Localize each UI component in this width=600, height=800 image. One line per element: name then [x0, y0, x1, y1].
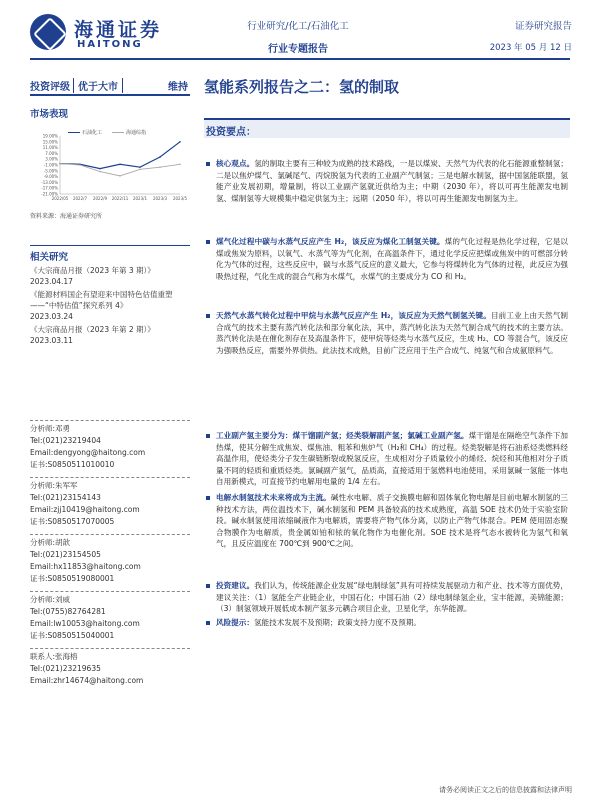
point-heading: 投资建议。: [216, 581, 255, 590]
point-natural-gas: [206, 310, 568, 356]
logo-english: HAITONG: [77, 39, 143, 50]
chart-y-tick-label: -17.00%: [41, 185, 58, 191]
chart-x-tick-label: 2023/3: [152, 196, 168, 201]
related-link[interactable]: 《能源材料国企有望迎来中国特色估值重塑——“中特估值”探究系列 4》: [30, 290, 173, 310]
chart-legend: [68, 129, 146, 136]
point-heading: 风险提示：: [216, 618, 254, 627]
chart-point: [159, 156, 161, 158]
legend-swatch-icon: [112, 132, 124, 133]
related-list: [30, 265, 190, 346]
chart-x-tick-label: 2023/5: [172, 196, 188, 201]
chart-point: [119, 163, 121, 165]
point-electrolysis: [206, 492, 568, 550]
contact-tel: Tel:(021)23219635: [30, 664, 101, 673]
chart-y-tick-label: 11.00%: [42, 145, 58, 151]
related-date: 2023.04.17: [30, 277, 73, 286]
analyst-card: [30, 591, 190, 642]
analyst-name: 分析师:刘威: [30, 591, 190, 606]
legend-swatch-icon: [68, 132, 80, 133]
analyst-email[interactable]: Email:hx11853@haitong.com: [30, 562, 141, 571]
chart-y-tick-label: -13.00%: [41, 179, 58, 185]
rating-value: 优于大市: [74, 78, 123, 93]
point-industrial-byproduct: [206, 430, 568, 488]
analyst-tel: Tel:(021)23154143: [30, 493, 101, 502]
chart-point: [59, 163, 61, 165]
chart-point: [139, 166, 141, 168]
related-link[interactable]: 《大宗商品月报（2023 年第 2 期）》: [30, 325, 155, 334]
bullet-square-icon: [206, 621, 210, 625]
analyst-email[interactable]: Email:zjj10419@haitong.com: [30, 505, 140, 514]
chart-y-tick-label: 3.00%: [45, 156, 58, 162]
bullet-square-icon: [206, 314, 210, 318]
left-column: [30, 106, 190, 346]
analyst-tel: Tel:(0755)82764281: [30, 607, 106, 616]
contact-name: 联系人:张海榕: [30, 648, 190, 663]
point-heading: 工业副产氢主要分为：煤干馏副产氢；烃类裂解副产氢；氯碱工业副产氢。: [216, 431, 469, 440]
market-chart: [30, 128, 190, 208]
point-heading: 电解水制氢技术未来将成为主流。: [216, 493, 331, 502]
analyst-card: [30, 477, 190, 528]
contact-email[interactable]: Email:zhr14674@haitong.com: [30, 676, 144, 685]
point-heading: 煤气化过程中碳与水蒸气反应产生 H₂，该反应为煤化工制氢关键。: [216, 237, 445, 246]
legend-item-index: [112, 129, 146, 136]
chart-x-tick-label: 2022/9: [92, 196, 108, 201]
analyst-card: [30, 420, 190, 471]
chart-point: [179, 141, 181, 143]
report-category: 行业研究/化工/石油化工: [247, 21, 349, 32]
analyst-name: 分析师:胡歆: [30, 534, 190, 549]
report-title: 氢能系列报告之二：氢的制取: [204, 78, 400, 96]
analyst-name: 分析师:朱军军: [30, 477, 190, 492]
related-title: 相关研究: [30, 245, 190, 263]
logo-chinese: 海通证券: [74, 19, 163, 41]
chart-y-tick-label: -21.00%: [41, 191, 58, 197]
bullet-square-icon: [206, 496, 210, 500]
analyst-list: [30, 420, 190, 693]
analyst-card: [30, 534, 190, 585]
chart-y-tick-label: 7.00%: [45, 150, 58, 156]
chart-x-tick-label: 2022/05: [51, 196, 69, 201]
investment-rating: [30, 76, 190, 96]
bullet-square-icon: [206, 162, 210, 166]
chart-x-tick-label: 2023/1: [132, 196, 148, 201]
investment-points-header: [204, 118, 570, 138]
market-title: 市场表现: [30, 109, 69, 120]
legend-label: 海通综指: [126, 130, 147, 136]
chart-svg: [30, 128, 190, 208]
chart-point: [159, 166, 161, 168]
bullet-square-icon: [206, 240, 210, 244]
chart-x-tick-label: 2022/11: [111, 196, 129, 201]
chart-point: [179, 163, 181, 165]
chart-point: [99, 171, 101, 173]
report-type: 行业专题报告: [268, 44, 328, 55]
haitong-logo: [30, 14, 190, 50]
point-body: 碱性水电解、质子交换膜电解和固体氧化物电解是目前电解水制氢的三种技术方法，两位温技术下，碱水制氢和 PEM 具备较高的技术成熟度，高温 SOE 技术仍处于实验室阶段。碱水制氢使用浓缩碱液作为电解质，需要将产物气体分离，以防止产物气体混合。PEM 使用固态聚合物膜作为电解质，贵金属如铂和铱的氧化物作为电催化剂。SOE 技术是将气态水被转化为氢气和氧气，且反应温度在 700℃到 900℃之间。: [216, 493, 569, 549]
analyst-email[interactable]: Email:lw10053@haitong.com: [30, 619, 140, 628]
point-heading: 天然气水蒸气转化过程中甲烷与水蒸气反应产生 H₂，该反应为天然气制氢关键。: [216, 311, 491, 320]
analyst-cert: 证书:S0850517070005: [30, 517, 115, 526]
related-date: 2023.03.11: [30, 336, 73, 345]
point-heading: 核心观点。: [216, 159, 255, 168]
point-body: 氢的制取主要有三种较为成熟的技术路线，一是以煤炭、天然气为代表的化石能源重整制氢；二是以焦炉煤气、氯碱尾气、丙烷脱氢为代表的工业副产气制氢；三是电解水制氢，据中国氢能联盟，氢能产业发展初期，增量制，将以工业副产氢就近供给为主；中期（2030 年），将以可再生能源发电制氢、煤制氢等大规模集中稳定供氢为主；远期（2050 年），将以可再生能源发电制氢为主。: [216, 159, 569, 203]
analyst-email[interactable]: Email:dengyong@haitong.com: [30, 448, 146, 457]
chart-y-tick-label: 19.00%: [42, 133, 58, 139]
report-date: 2023 年 05 月 12 日: [489, 43, 572, 53]
chart-point: [119, 175, 121, 177]
chart-point: [79, 164, 81, 166]
legend-item-petrochem: [68, 129, 102, 136]
legal-footer: 请务必阅读正文之后的信息披露和法律声明: [439, 786, 572, 794]
chart-source: 资料来源：海通证券研究所: [30, 213, 103, 220]
point-risk-warning: [206, 617, 568, 629]
point-body: 煤的气化过程是热化学过程，它是以煤或焦炭为原料，以氧气、水蒸气等为气化剂，在高温条件下，通过化学反应把煤或焦炭中的可燃部分转化为气体的过程，这些反应中，碳与水蒸气反应的意义最大，它参与将煤转化为气体的过程，此反应为强吸热过程，气化生成的混合气称为水煤气，水煤气的主要成分为 CO 和 H₂。: [216, 237, 569, 281]
analyst-tel: Tel:(021)23154505: [30, 550, 101, 559]
analyst-card: [30, 648, 190, 687]
org-label: 证券研究报告: [514, 21, 572, 32]
chart-y-tick-label: 15.00%: [42, 139, 58, 145]
analyst-cert: 证书:S0850515040001: [30, 631, 115, 640]
header-center: [228, 18, 368, 55]
header-divider: [30, 58, 570, 60]
chart-point: [139, 169, 141, 171]
point-body: 目前工业上由天然气制合成气的技术主要有蒸汽转化法和部分氧化法，其中，蒸汽转化法为天然气制合成气的技术的主要方法。蒸汽转化法是在催化剂存在及高温条件下，使甲烷等烃类与水蒸气反应，生成 H₂、CO 等混合气，该反应为强吸热反应，需要外界供热。此法技术成熟，目前广泛应用于生产合成气、纯氢气和合成氨原料气。: [216, 311, 568, 355]
chart-series-line: [60, 164, 180, 176]
point-body: 氢能技术发展不及预期；政策支持力度不及预期。: [253, 618, 422, 627]
chart-y-tick-label: -1.00%: [43, 162, 58, 168]
rating-status: 维持: [168, 81, 188, 93]
rating-label: 投资评级: [30, 78, 74, 93]
point-coal-gasification: [206, 236, 568, 282]
related-date: 2023.03.24: [30, 312, 73, 321]
analyst-tel: Tel:(021)23219404: [30, 436, 101, 445]
bullet-square-icon: [206, 584, 210, 588]
chart-y-tick-label: -5.00%: [43, 168, 58, 174]
analyst-name: 分析师:邓勇: [30, 420, 190, 435]
header-right: [490, 18, 572, 53]
point-body: 我们认为，传统能源企业发展“绿电制绿氢”具有可持续发展驱动力和产业、技术等方面优势，建议关注：（1）氢能全产业链企业，中国石化；中国石油（2）绿电制绿氢企业，宝丰能源，美锦能源；（3）制氢领域开展低成本制产氢多元耦合项目企业，卫星化学，东华能源。: [216, 581, 568, 614]
point-investment-advice: [206, 580, 568, 615]
point-core-view: [206, 158, 568, 204]
investment-points-title: 投资要点：: [206, 127, 256, 138]
analyst-cert: 证书:S0850511010010: [30, 460, 115, 469]
chart-point: [99, 168, 101, 170]
bullet-square-icon: [206, 434, 210, 438]
analyst-cert: 证书:S0850519080001: [30, 574, 115, 583]
chart-x-tick-label: 2022/7: [72, 196, 88, 201]
chart-y-tick-label: -9.00%: [43, 174, 58, 180]
related-link[interactable]: 《大宗商品月报（2023 年第 3 期）》: [30, 266, 155, 275]
legend-label: 石油化工: [82, 130, 103, 136]
point-body: 煤干馏是在隔绝空气条件下加热煤，使其分解生成焦炭、煤焦油、粗苯和焦炉气（H₂和 CH₄）的过程。烃类裂解是将石油系烃类燃料经高温作用，使烃类分子发生碳链断裂或脱氢反应，生成相对分子质量较小的烯烃、烷烃和其他相对分子质量不同的轻质和重质烃类。氯碱副产氢气，品质高，直接适用于氢燃料电池使用，采用氯碱一氢能一体电自用新模式，可直接节约电解用电量的 1/4 左右。: [216, 431, 568, 487]
logo-seal-icon: [30, 14, 66, 50]
